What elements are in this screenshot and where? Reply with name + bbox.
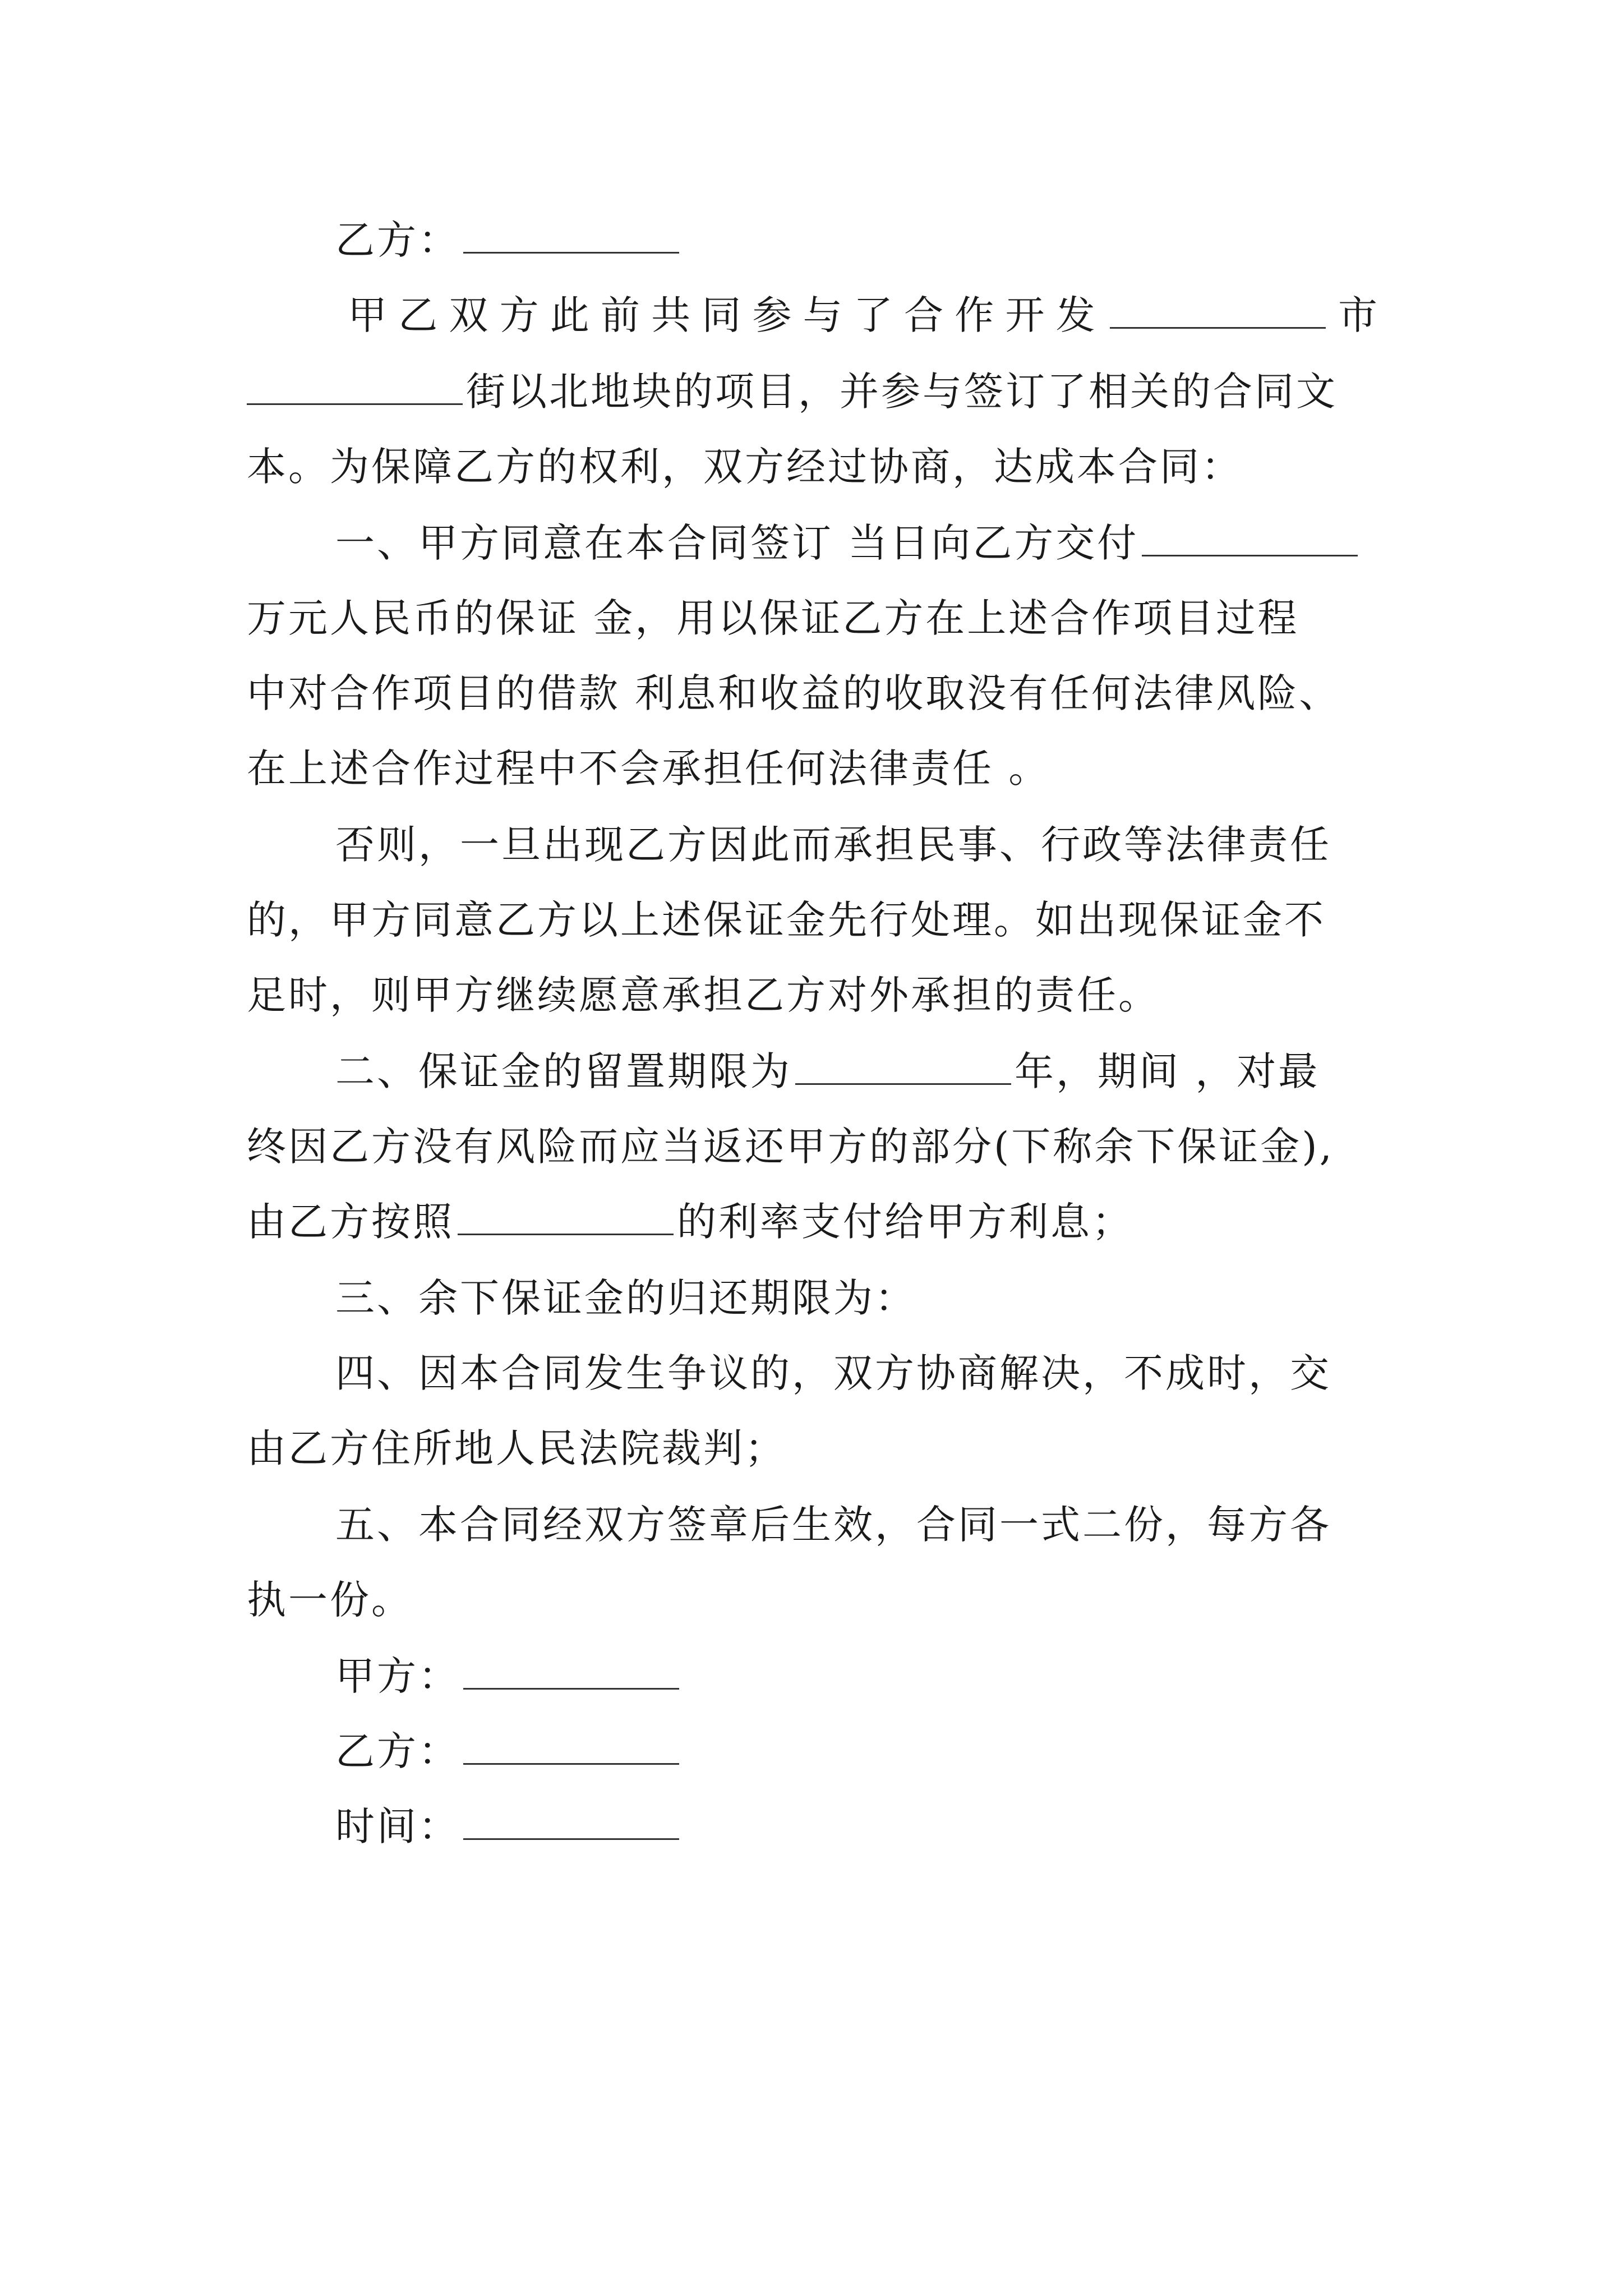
- clause-1-line-2: 万元人民币的保证 金，用以保证乙方在上述合作项目过程: [247, 595, 1299, 641]
- intro-char: 作: [955, 292, 997, 338]
- clause-1b-line-1: 否则，一旦出现乙方因此而承担民事、行政等法律责任: [335, 822, 1331, 868]
- signature-party-b-label: 乙方：: [335, 1728, 460, 1774]
- intro-char: 发: [1055, 292, 1098, 338]
- intro-char: 合: [904, 292, 946, 338]
- intro-char: 乙: [398, 292, 440, 338]
- party-b-label: 乙方：: [335, 217, 460, 263]
- signature-party-b: [335, 1723, 1380, 1779]
- street-blank: [247, 364, 463, 405]
- clause-4-line-1: 四、因本合同发生争议的，双方协商解决，不成时，交: [335, 1350, 1331, 1396]
- retention-period-blank: [795, 1044, 1011, 1085]
- clause-1-line-1: [335, 515, 1380, 571]
- clause-1-line-4: 在上述合作过程中不会承担任何法律责任 。: [247, 746, 1050, 792]
- clause-3-line: 三、余下保证金的归还期限为：: [335, 1275, 916, 1321]
- party-b-header: [335, 212, 1380, 268]
- intro-char: 参: [752, 292, 794, 338]
- signature-time-blank: [463, 1799, 679, 1840]
- intro-line-1: [348, 287, 1380, 343]
- intro-char: 方: [499, 292, 541, 338]
- clause-2-text-d: 的利率支付给甲方利息；: [677, 1199, 1133, 1245]
- party-b-blank: [463, 213, 679, 254]
- intro-char: 双: [449, 292, 491, 338]
- intro-line-2-text: 街以北地块的项目，并参与签订了相关的合同文: [466, 369, 1338, 415]
- clause-1b-line-2: 的，甲方同意乙方以上述保证金先行处理。如出现保证金不: [247, 897, 1326, 943]
- intro-char: 前: [600, 292, 642, 338]
- signature-party-a: [335, 1648, 1380, 1704]
- signature-party-a-blank: [463, 1649, 679, 1690]
- intro-char: 甲: [348, 292, 389, 338]
- intro-char: 开: [1005, 292, 1047, 338]
- clause-5-line-1: 五、本合同经双方签章后生效，合同一式二份，每方各: [335, 1502, 1331, 1548]
- clause-2-line-3: [247, 1194, 1380, 1250]
- clause-2-text-a: 二、保证金的留置期限为: [335, 1048, 792, 1094]
- intro-line-2: [247, 364, 1380, 420]
- intro-char: 同: [702, 292, 744, 338]
- signature-time: [335, 1798, 1380, 1855]
- clause-5-line-2: 执一份。: [247, 1577, 413, 1623]
- intro-char: 此: [550, 292, 592, 338]
- clause-1b-line-3: 足时，则甲方继续愿意承担乙方对外承担的责任。: [247, 972, 1160, 1018]
- clause-1-line-3: 中对合作项目的借款 利息和收益的收取没有任何法律风险、: [247, 670, 1341, 716]
- deposit-amount-blank: [1142, 516, 1358, 556]
- signature-party-a-label: 甲方：: [335, 1653, 460, 1699]
- intro-char: 了: [853, 292, 895, 338]
- signature-party-b-blank: [463, 1724, 679, 1765]
- interest-rate-blank: [458, 1194, 674, 1235]
- project-city-blank: [1110, 288, 1326, 329]
- intro-char: 市: [1338, 292, 1380, 338]
- intro-line-3: 本。为保障乙方的权利，双方经过协商，达成本合同：: [247, 444, 1243, 490]
- clause-4-line-2: 由乙方住所地人民法院裁判；: [247, 1425, 786, 1471]
- clause-2-line-1: [335, 1043, 1380, 1099]
- intro-char: 与: [803, 292, 845, 338]
- signature-time-label: 时间：: [335, 1803, 460, 1849]
- intro-char: 共: [651, 292, 693, 338]
- clause-1-text: 一、甲方同意在本合同签订 当日向乙方交付: [335, 520, 1139, 566]
- clause-2-line-2: 终因乙方没有风险而应当返还甲方的部分(下称余下保证金),: [247, 1124, 1334, 1170]
- clause-2-text-b: 年，期间 ，对最: [1015, 1048, 1320, 1094]
- clause-2-text-c: 由乙方按照: [247, 1199, 454, 1245]
